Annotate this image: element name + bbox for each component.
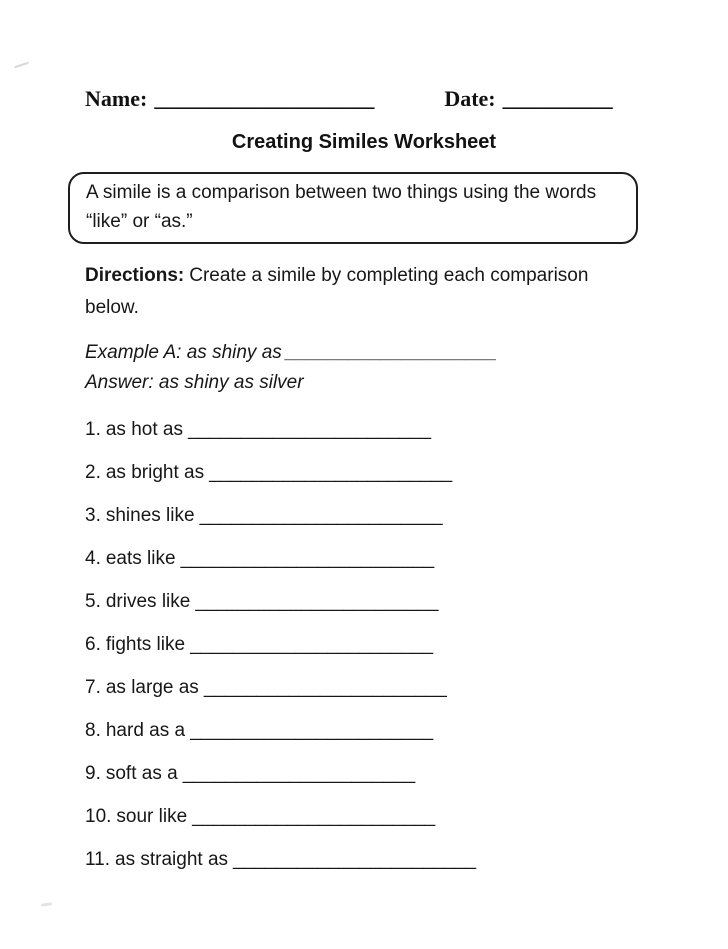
item-number: 9. — [85, 763, 101, 784]
item-blank-line: _______________________ — [190, 720, 434, 741]
item-number: 7. — [85, 677, 101, 698]
item-blank-line: ________________________ — [180, 548, 435, 569]
date-blank-line: __________ — [502, 86, 613, 111]
directions-text: Create a simile by completing each comparison below. — [85, 265, 589, 318]
item-text: hard as a — [105, 720, 186, 741]
item-number: 2. — [85, 462, 101, 483]
simile-item — [85, 806, 728, 828]
simile-item — [85, 849, 728, 871]
item-blank-line: _______________________ — [195, 591, 439, 612]
item-blank-line: _______________________ — [192, 806, 436, 827]
simile-item — [85, 720, 728, 742]
item-blank-line: _______________________ — [187, 419, 432, 440]
item-text: as bright as — [105, 462, 205, 483]
item-blank-line: _______________________ — [190, 634, 434, 655]
item-blank-line: _______________________ — [203, 677, 447, 698]
simile-items-list — [85, 419, 728, 871]
date-field — [444, 86, 612, 112]
example-prompt: Example A: as shiny as — [85, 342, 282, 363]
example-prompt-line — [85, 338, 728, 368]
example-block — [85, 338, 728, 398]
item-text: fights like — [105, 634, 186, 655]
simile-item — [85, 634, 728, 656]
simile-item — [85, 462, 728, 484]
item-text: eats like — [105, 548, 176, 569]
simile-definition-box — [68, 172, 638, 244]
simile-item — [85, 591, 728, 613]
item-text: as large as — [105, 677, 199, 698]
simile-definition-text: A simile is a comparison between two things using the words “like” or “as.” — [86, 182, 597, 232]
directions-label: Directions: — [85, 265, 185, 286]
name-blank-line: ____________________ — [154, 86, 375, 111]
item-number: 10. — [85, 806, 112, 827]
item-blank-line: _______________________ — [233, 849, 477, 870]
item-number: 11. — [85, 849, 111, 870]
item-number: 6. — [85, 634, 101, 655]
example-blank-line: ____________________ — [285, 342, 498, 363]
item-blank-line: _______________________ — [209, 462, 453, 483]
directions — [85, 260, 625, 324]
name-field — [85, 86, 374, 112]
simile-item — [85, 677, 728, 699]
item-number: 3. — [85, 505, 101, 526]
simile-item — [85, 505, 728, 527]
date-label: Date: — [444, 86, 496, 111]
scan-artifact — [41, 902, 52, 907]
item-text: shines like — [105, 505, 195, 526]
item-text: as straight as — [115, 849, 229, 870]
scan-artifact — [14, 62, 29, 69]
simile-item — [85, 548, 728, 570]
item-number: 8. — [85, 720, 101, 741]
simile-item — [85, 763, 728, 785]
name-label: Name: — [85, 86, 148, 111]
header-row — [85, 0, 728, 112]
item-blank-line: ______________________ — [182, 763, 416, 784]
item-blank-line: _______________________ — [199, 505, 443, 526]
example-answer-line: Answer: as shiny as silver — [85, 372, 304, 393]
simile-item — [85, 419, 728, 441]
item-text: as hot as — [105, 419, 183, 440]
item-text: soft as a — [105, 763, 178, 784]
item-number: 1. — [85, 419, 101, 440]
item-text: drives like — [105, 591, 191, 612]
item-text: sour like — [116, 806, 188, 827]
page-title: Creating Similes Worksheet — [231, 131, 497, 153]
item-number: 4. — [85, 548, 101, 569]
item-number: 5. — [85, 591, 101, 612]
